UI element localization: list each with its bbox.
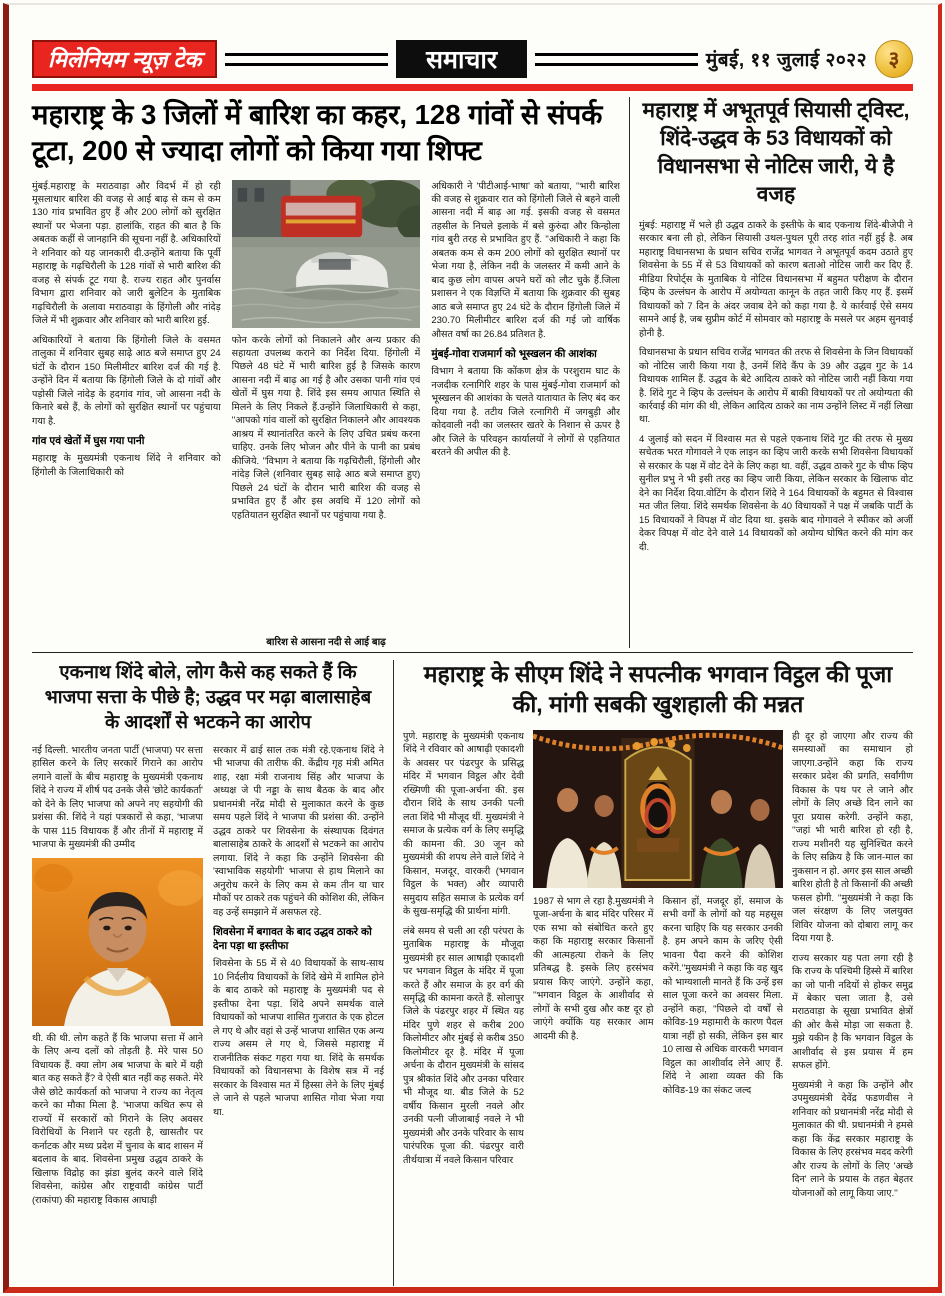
article-notice-headline: महाराष्ट्र में अभूतपूर्व सियासी ट्विस्ट, शिंदे-उद्धव के 53 विधायकों को विधानसभा से नोटिस जारी, ये है वजह (642, 99, 910, 206)
paragraph: फोन करके लोगों को निकालने और अन्य प्रकार की सहायता उपलब्ध कराने का निर्देश दिया. हिंगोली में पिछले 48 घंटे में भारी बारिश हुई है जिसके कारण आसना नदी में बाढ़ आ गई है और उसका पानी गांव एवं खेतों में घुस गया है. शिंदे इस समय आपात स्थिति से मिलने के लिए निकले हैं.उन्होंने जिलाधिकारी से कहा, ''आपको गांव वालों को सुरक्षित निकालने और आवश्यक आश्रय में स्थानांतरित करने के लिए उचित प्रबंध करना चाहिए. उनके लिए भोजन और पीने के पानी का प्रबंध कीजिये. ''विभाग ने बताया कि गढ़चिरौली, हिंगोली और नांदेड़ जिले (शनिवार सुबह साढ़े आठ बजे समाप्त हुए) पिछले 24 घंटों के दौरान भारी बारिश की वजह से प्रभावित हुए हैं और इस अवधि में 120 लोगों को एहतियातन सुरक्षित स्थानों पर पहुंचाया गया है. (231, 334, 421, 521)
paragraph: अधिकारी ने 'पीटीआई-भाषा' को बताया, ''भारी बारिश की वजह से शुक्रवार रात को हिंगोली जिले से बहने वाली आसना नदी में बाढ़ आ गई. इसकी वजह से वसमत तहसील के निचले इलाके में बसे कुरुंदा और किन्होला गांव बुरी तरह से प्रभावित हुए हैं. ''अधिकारी ने कहा कि अबतक कम से कम 200 लोगों को सुरक्षित स्थानों पर भेजा गया है, लेकिन नदी के जलस्तर में कमी आने के बाद कुछ लोग वापस अपने घरों को लौट चुके हैं.जिला प्रशासन ने एक विज्ञप्ति में बताया कि शुक्रवार की सुबह आठ बजे समाप्त हुए 24 घंटे के दौरान हिंगोली जिले में 230.70 मिलीमीटर बारिश दर्ज की गई जो वार्षिक औसत वर्षा का 26.84 प्रतिशत है. (431, 180, 620, 340)
article-rain-col2-text (232, 334, 421, 631)
masthead-rule-right (535, 53, 698, 66)
paragraph: मुख्यमंत्री ने कहा कि उन्होंने और उपमुख्यमंत्री देवेंद्र फडणवीस ने शनिवार को प्रधानमंत्री नरेंद्र मोदी से मुलाकात की थी. प्रधानमंत्री ने हमसे कहा कि केंद्र सरकार महाराष्ट्र के विकास के लिए हरसंभव मदद करेगी और राज्य के लोगों के लिए 'अच्छे दिन' लाने के प्रयास के तहत बेहतर योजनाओं को लागू किया जाए.'' (792, 1079, 913, 1199)
bottom-section (32, 652, 913, 1286)
article-rain-col3 (431, 180, 620, 649)
edition-dateline: मुंबई, ११ जुलाई २०२२ (705, 50, 867, 71)
article-bjp-headline: एकनाथ शिंदे बोले, लोग कैसे कह सकते हैं कि भाजपा सत्ता के पीछे है; उद्धव पर मढ़ा बालासाहेब के आदर्शों से भटकने का आरोप (44, 661, 372, 732)
paragraph: थी. की थी. लोग कहते हैं कि भाजपा सत्ता में आने के लिए अन्य दलों को तोड़ती है. मेरे पास 50 विधायक हैं. क्या लोग अब भाजपा के बारे में यही बात कह सकते हैं? वे ऐसी बात नहीं कह सकते. मेरे जैसे छोटे कार्यकर्ता को भाजपा ने राज्य का नेतृत्व करने का मौका मिला है. 'भाजपा कथित रूप से राज्यों में सरकारों को गिराने के लिए अवसर विरोधियों के निशाने पर रहती है, खासतौर पर कर्नाटक और मध्य प्रदेश में चुनाव के बाद शासन में बदलाव के बाद. शिवसेना प्रमुख उद्धव ठाकरे के खिलाफ विद्रोह का झंडा बुलंद करने वाले शिंदे शिवसेना, कांग्रेस और राष्ट्रवादी कांग्रेस पार्टी (राकांपा) की महाराष्ट्र विकास आघाड़ी (32, 1032, 203, 1206)
paragraph: 4 जुलाई को सदन में विश्वास मत से पहले एकनाथ शिंदे गुट की तरफ से मुख्य सचेतक भरत गोगावले ने एक लाइन का व्हिप जारी करके सभी शिवसेना विधायकों से सरकार के पक्ष में वोट देने के लिए कहा था. वहीं, उद्धव ठाकरे गुट के चीफ व्हिप सुनील प्रभु ने भी इसी तरह का व्हिप जारी किया, लेकिन सरकार के खिलाफ वोट देने का निर्देश दिया.वोटिंग के दौरान शिंदे ने 164 विधायकों के बहुमत से विश्वास मत जीत लिया. शिंदे समर्थक शिवसेना के 40 विधायकों ने पक्ष में जबकि पार्टी के 15 विधायकों ने विपक्ष में वोट दिया था. इसके बाद गोगावले ने स्पीकर को अर्जी देकर विपक्ष में वोट देने वाले 14 विधायकों को अयोग्य घोषित करने की मांग कर दी. (639, 433, 913, 553)
article-rain-col1 (32, 180, 221, 649)
paragraph: मुंबई.महाराष्ट्र के मराठवाड़ा और विदर्भ में हो रही मूसलाधार बारिश की वजह से आई बाढ़ से कम से कम 130 गांव प्रभावित हुए हैं और 200 लोगों को सुरक्षित स्थानों पर भेजना पड़ा. हालांकि, राहत की बात है कि अबतक कहीं से जानहानि की सूचना नहीं है. अधिकारियों ने शनिवार को यह जानकारी दी.उन्होंने बताया कि पूर्वी महाराष्ट्र के गढ़चिरौली के 128 गांवों से भारी बारिश की वजह से संपर्क टूट गया है. राज्य राहत और पुनर्वास विभाग द्वारा शनिवार को जारी बुलेटिन के मुताबिक गढ़चिरौली के अलावा मराठवाड़ा के हिंगोली और नांदेड़ जिले में भी शुक्रवार और शनिवार को भारी बारिश हुई. (32, 180, 221, 327)
article-pooja-body (403, 730, 913, 1286)
article-rain-col2 (232, 180, 421, 649)
article-bjp-col2 (213, 744, 384, 1286)
masthead-logo: मिलेनियम न्यूज़ टेक (32, 40, 217, 78)
article-bjp-body (32, 744, 384, 1286)
paragraph: लंबे समय से चली आ रही परंपरा के मुताबिक महाराष्ट्र के मौजूदा मुख्यमंत्री हर साल आषाढ़ी एकादशी पर भगवान विट्ठल के मंदिर में पूजा करते हैं और समाज के हर वर्ग की समृद्धि की कामना करते हैं. सोलापुर जिले के पंढरपुर शहर में स्थित यह मंदिर पुणे शहर से करीब 200 किलोमीटर और मुंबई से करीब 350 किलोमीटर दूर है. मंदिर में पूजा अर्चना के दौरान मुख्यमंत्री के सांसद पुत्र श्रीकांत शिंदे और उनका परिवार भी मौजूद था. बीड जिले के 52 वर्षीय किसान मुरली नवले और उनकी पत्नी जीजाबाई नवले ने भी मुख्यमंत्री और उनके परिवार के साथ पारंपरिक पूजा की. पंढरपुर वारी तीर्थयात्रा में नवले किसान परिवार (403, 925, 524, 1166)
mumbai-goa-highway-subhead: मुंबई-गोवा राजमार्ग को भूस्खलन की आशंका (431, 348, 597, 361)
masthead (32, 40, 913, 78)
article-pooja-col3 (663, 895, 784, 1286)
flood-photo-caption: बारिश से आसना नदी से आई बाढ़ (266, 637, 386, 648)
top-section (32, 97, 913, 648)
paragraph: विभाग ने बताया कि कोंकण क्षेत्र के परशुराम घाट के नजदीक रत्नागिरि शहर के पास मुंबई-गोवा राजमार्ग को भूस्खलन की आशंका के चलते यातायात के लिए बंद कर दिया गया है. तटीय जिले रत्नागिरी में जगबुड़ी और कोदवाली नदी का जलस्तर खतरे के निशान से ऊपर है और जिले के परिवहन कार्यालयों ने लोगों से एहतियात बरतने की अपील की है. (431, 366, 620, 459)
column-divider (393, 660, 394, 1286)
article-pooja-col2 (533, 895, 654, 1286)
shinde-portrait-photo (32, 858, 203, 1026)
article-pooja-col4 (792, 730, 913, 1286)
paragraph: मुंबई: महाराष्ट्र में भले ही उद्धव ठाकरे के इस्तीफे के बाद एकनाथ शिंदे-बीजेपी ने सरकार बना ली हो, लेकिन सियासी उथल-पुथल पूरी तरह शांत नहीं हुई है. अब महाराष्ट्र विधानसभा के प्रधान सचिव राजेंद्र भागवत ने अभूतपूर्व कदम उठाते हुए शिवसेना के 55 में से 53 विधायकों को कारण बताओ नोटिस जारी कर दिए हैं. मीडिया रिपोर्ट्स के मुताबिक ये नोटिस विधानसभा में बहुमत परीक्षण के दौरान व्हिप के उल्लंघन के आरोप में अयोग्यता कानून के तहत जारी किए गए हैं. इसमें विधायकों को 7 दिन के अंदर जवाब देने को कहा गया है. ये कार्रवाई ऐसे समय सामने आई है, जब सुप्रीम कोर्ट में सोमवार को महाराष्ट्र के मसले पर अहम सुनवाई होनी है. (639, 219, 913, 339)
article-bjp-col1 (32, 744, 203, 1286)
article-mla-notice (639, 97, 913, 648)
masthead-red-divider (32, 84, 913, 91)
water-entered-villages-subhead: गांव एवं खेतों में घुस गया पानी (32, 435, 145, 448)
paragraph: पुणे. महाराष्ट्र के मुख्यमंत्री एकनाथ शिंदे ने रविवार को आषाढ़ी एकादशी के अवसर पर पंढरपुर के प्रसिद्ध मंदिर में भगवान विट्ठल और देवी रख्मिणी की पूजा-अर्चना की. इस दौरान शिंदे के साथ उनकी पत्नी लता शिंदे भी मौजूद थीं. मुख्यमंत्री ने समाज के प्रत्येक वर्ग के लिए समृद्धि की कामना की. 30 जून को मुख्यमंत्री की शपथ लेने वाले शिंदे ने किसान, मजदूर, वारकरी (भगवान विट्ठल के भक्त) और व्यापारी समुदाय सहित समाज के प्रत्येक वर्ग के सुख-समृद्धि की प्रार्थना मांगी. (403, 730, 524, 918)
article-shinde-bjp (32, 660, 384, 1286)
temple-pooja-photo (533, 730, 783, 888)
article-rain-havoc (32, 97, 620, 648)
page-number-badge: ३ (875, 40, 913, 78)
article-pooja-headline: महाराष्ट्र के सीएम शिंदे ने सपत्नीक भगवान विट्ठल की पूजा की, मांगी सबकी खुशहाली की मन्नत (423, 661, 893, 717)
paragraph: राज्य सरकार यह पता लगा रही है कि राज्य के पश्चिमी हिस्से में बारिश का जो पानी नदियों से होकर समुद्र में बेकार चला जाता है, उसे मराठवाड़ा के सूखा प्रभावित क्षेत्रों की ओर कैसे मोड़ा जा सकता है. मुझे यकीन है कि भगवान विट्ठल के आशीर्वाद से इस प्रयास में हम सफल होंगे. (792, 952, 913, 1072)
paragraph: किसान हों, मजदूर हों, समाज के सभी वर्गों के लोगों को यह महसूस करना चाहिए कि यह सरकार उनकी है. हम अपने काम के जरिए ऐसी भावना पैदा करने की कोशिश करेंगे.''मुख्यमंत्री ने कहा कि वह खुद को भाग्यशाली मानते हैं कि उन्हें इस साल पूजा करने का अवसर मिला. उन्होंने कहा, ''पिछले दो वर्षों से कोविड-19 महामारी के कारण पैदल यात्रा नहीं हो सकी, लेकिन इस बार 10 लाख से अधिक वारकरी भगवान विट्ठल का आशीर्वाद लेने आए हैं. शिंदे ने आशा व्यक्त की कि कोविड-19 का संकट जल्द (662, 895, 783, 1096)
section-banner: समाचार (396, 40, 527, 78)
article-pooja-middle (533, 730, 783, 1286)
article-pooja-col1 (403, 730, 524, 1286)
article-rain-body (32, 180, 620, 649)
uddhav-resignation-subhead: शिवसेना में बगावत के बाद उद्धव ठाकरे को देना पड़ा था इस्तीफा (213, 926, 372, 953)
paragraph: अधिकारियों ने बताया कि हिंगोली जिले के वसमत तालुका में शनिवार सुबह साढ़े आठ बजे समाप्त हुए 24 घंटों के दौरान 150 मिलीमीटर बारिश दर्ज की गई है. उन्होंने दिन में बताया कि हिंगोली जिले के दो गांवों और पड़ोसी जिले नांदेड़ के हदगांव गांव, जो आसना नदी के किनारे बसे हैं, के लोगों को सुरक्षित स्थानों पर पहुंचाया गया है. (32, 334, 221, 427)
paragraph: नई दिल्ली. भारतीय जनता पार्टी (भाजपा) पर सत्ता हासिल करने के लिए सरकारें गिराने का आरोप लगाने वालों के बीच महाराष्ट्र के मुख्यमंत्री एकनाथ शिंदे ने राज्य में शीर्ष पद उनके जैसे 'छोटे कार्यकर्ता' को देने के लिए भाजपा को अपने नए सहयोगी की प्रशंसा की. शिंदे ने यहां पत्रकारों से कहा, 'भाजपा के पास 115 विधायक हैं और तीनों में महाराष्ट्र में भाजपा के मुख्यमंत्री की उम्मीद (32, 744, 203, 851)
article-rain-headline: महाराष्ट्र के 3 जिलों में बारिश का कहर, 128 गांवों से संपर्क टूटा, 200 से ज्यादा लोगों को किया गया शिफ्ट (32, 99, 603, 166)
paragraph: शिवसेना के 55 में से 40 विधायकों के साथ-साथ 10 निर्दलीय विधायकों के शिंदे खेमे में शामिल होने के बाद ठाकरे को महाराष्ट्र के मुख्यमंत्री पद से इस्तीफा देना पड़ा. शिंदे अपने समर्थक वाले विधायकों को भाजपा शासित गुजरात के एक होटल ले गए थे और वहां से उन्हें भाजपा शासित एक अन्य राज्य असम ले गए थे, जिससे महाराष्ट्र में राजनीतिक संकट गहरा गया था. शिंदे के समर्थक विधायकों को विधानसभा के विशेष सत्र में नई सरकार के विश्वास मत में हिस्सा लेने के लिए मुंबई ले जाने से पहले भाजपा शासित गोवा भेजा गया था. (213, 958, 384, 1118)
article-vitthal-pooja (403, 660, 913, 1286)
flood-photo (232, 180, 421, 328)
masthead-rule-left (225, 53, 388, 66)
paragraph: 1987 से भाग ले रहा है.मुख्यमंत्री ने पूजा-अर्चना के बाद मंदिर परिसर में एक सभा को संबोधित करते हुए कहा कि महाराष्ट्र सरकार किसानों की आत्महत्या रोकने के लिए प्रतिबद्ध है. इसके लिए हरसंभव प्रयास किए जाएंगे. उन्होंने कहा, ''भगवान विट्ठल के आशीर्वाद से लोगों के सभी दुख और कष्ट दूर हो जाएंगे क्योंकि यह सरकार आम आदमी की है. (533, 895, 654, 1042)
paragraph: विधानसभा के प्रधान सचिव राजेंद्र भागवत की तरफ से शिवसेना के जिन विधायकों को नोटिस जारी किया गया है, उनमें शिंदे कैंप के 39 और उद्धव गुट के 14 विधायक शामिल हैं. उद्धव के बेटे आदित्य ठाकरे को नोटिस जारी नहीं किया गया है. शिंदे गुट ने व्हिप के उल्लंघन के आरोप में बाकी विधायकों पर तो अयोग्यता की कार्रवाई की मांग की थी, लेकिन आदित्य ठाकरे का नाम उन्होंने लिस्ट में नहीं लिखा था. (639, 347, 913, 426)
article-pooja-mid-columns (533, 895, 783, 1286)
column-divider (629, 97, 630, 648)
paragraph: ही दूर हो जाएगा और राज्य की समस्याओं का समाधान हो जाएगा.उन्होंने कहा कि राज्य सरकार प्रदेश की प्रगति, सर्वांगीण विकास के पथ पर ले जाने और लोगों के लिए अच्छे दिन लाने का पूरा प्रयास करेगी. उन्होंने कहा, ''जहां भी भारी बारिश हो रही है, राज्य मशीनरी यह सुनिश्चित करने के लिए सक्रिय है कि जान-माल का नुकसान न हो. अगर इस साल अच्छी बारिश होती है तो किसानों की अच्छी फसल होगी. ''मुख्यमंत्री ने कहा कि जल संरक्षण के लिए जलयुक्त शिविर योजना को दोबारा लागू कर दिया गया है. (792, 730, 913, 945)
paragraph: सरकार में ढाई साल तक मंत्री रहे.एकनाथ शिंदे ने भी भाजपा की तारीफ की. केंद्रीय गृह मंत्री अमित शाह, रक्षा मंत्री राजनाथ सिंह और भाजपा के अध्यक्ष जे पी नड्डा के साथ बैठक के बाद और प्रधानमंत्री नरेंद्र मोदी से मुलाकात करने के कुछ समय पहले शिंदे ने भाजपा की प्रशंसा की. उन्होंने उद्धव ठाकरे पर शिवसेना के संस्थापक दिवंगत बालासाहेब ठाकरे के आदर्शों से भटकने का आरोप लगाया. शिंदे ने कहा कि उन्होंने शिवसेना की 'स्वाभाविक सहयोगी' भाजपा से हाथ मिलाने का अनुरोध करने के लिए कम से कम तीन या चार मौकों पर ठाकरे तक पहुंचने की कोशिश की, लेकिन वह उन्हें समझाने में असफल रहे. (213, 744, 384, 918)
paragraph: महाराष्ट्र के मुख्यमंत्री एकनाथ शिंदे ने शनिवार को हिंगोली के जिलाधिकारी को (32, 453, 221, 478)
